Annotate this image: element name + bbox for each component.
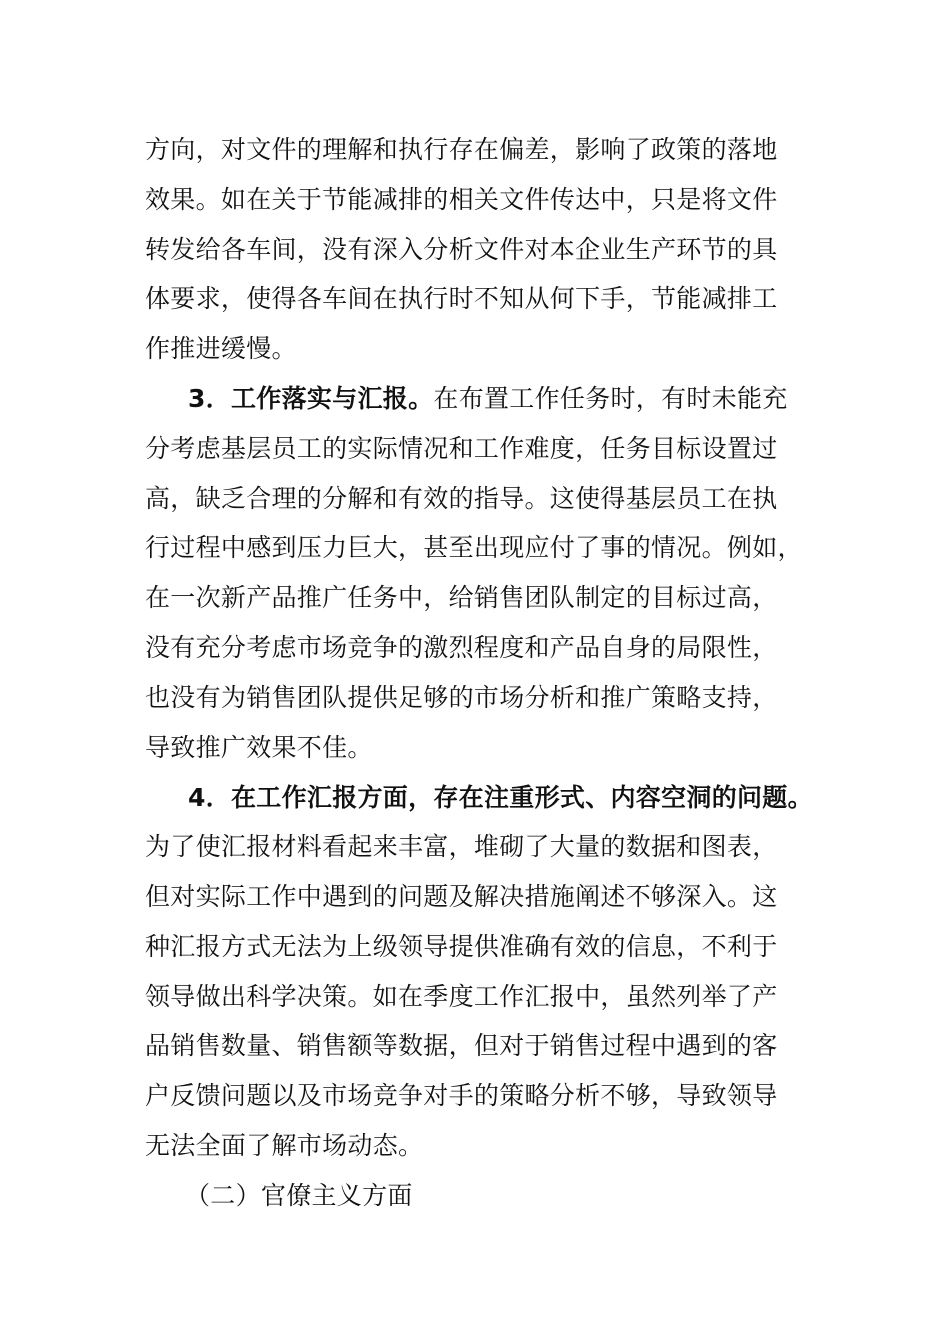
paragraph-line: 品销售数量、销售额等数据，但对于销售过程中遇到的客: [145, 1031, 778, 1060]
section-heading: （二）官僚主义方面: [185, 1181, 413, 1210]
paragraph-line: 领导做出科学决策。如在季度工作汇报中，虽然列举了产: [145, 982, 778, 1011]
paragraph-line: 没有充分考虑市场竞争的激烈程度和产品自身的局限性，: [145, 633, 778, 662]
paragraph-line: 但对实际工作中遇到的问题及解决措施阐述不够深入。这: [145, 882, 778, 911]
paragraph-line: 转发给各车间，没有深入分析文件对本企业生产环节的具: [145, 235, 778, 264]
paragraph-line: 高，缺乏合理的分解和有效的指导。这使得基层员工在执: [145, 484, 778, 513]
paragraph-line: 也没有为销售团队提供足够的市场分析和推广策略支持，: [145, 683, 778, 712]
item3-first-line-text: 在布置工作任务时，有时未能充: [433, 384, 788, 413]
item4-heading: 4．在工作汇报方面，存在注重形式、内容空洞的问题。: [188, 783, 813, 812]
paragraph-line: 为了使汇报材料看起来丰富，堆砌了大量的数据和图表，: [145, 832, 778, 861]
item3-first-line: [188, 384, 788, 414]
paragraph-line: 分考虑基层员工的实际情况和工作难度，任务目标设置过: [145, 434, 778, 463]
paragraph-line: 方向，对文件的理解和执行存在偏差，影响了政策的落地: [145, 135, 778, 164]
paragraph-line: 无法全面了解市场动态。: [145, 1131, 424, 1160]
paragraph-line: 作推进缓慢。: [145, 334, 297, 363]
paragraph-line: 导致推广效果不佳。: [145, 733, 373, 762]
paragraph-line: 体要求，使得各车间在执行时不知从何下手，节能减排工: [145, 284, 778, 313]
item3-heading: 3．工作落实与汇报。: [188, 384, 434, 413]
paragraph-line: 效果。如在关于节能减排的相关文件传达中，只是将文件: [145, 185, 778, 214]
paragraph-line: 户反馈问题以及市场竞争对手的策略分析不够，导致领导: [145, 1081, 778, 1110]
paragraph-line: 行过程中感到压力巨大，甚至出现应付了事的情况。例如，: [145, 533, 803, 562]
paragraph-line: 种汇报方式无法为上级领导提供准确有效的信息，不利于: [145, 932, 778, 961]
paragraph-line: 在一次新产品推广任务中，给销售团队制定的目标过高，: [145, 583, 778, 612]
